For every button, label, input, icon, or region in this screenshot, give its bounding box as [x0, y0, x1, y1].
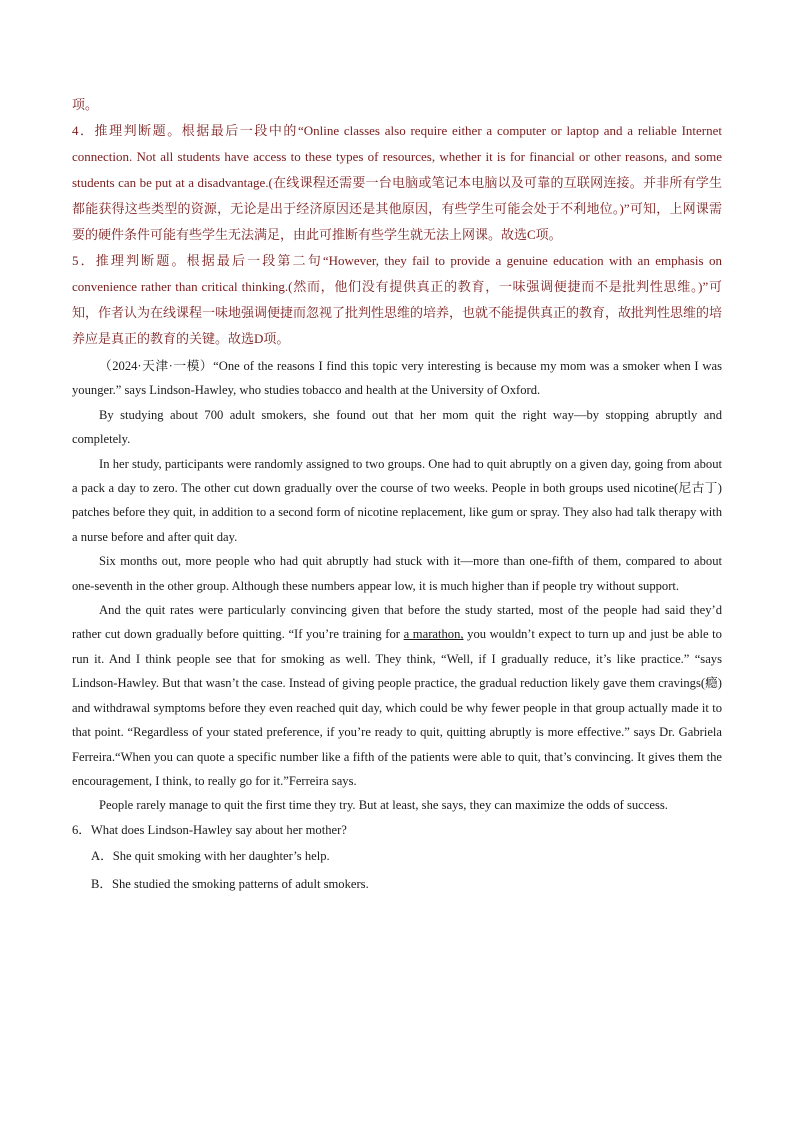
question-stem: 6．What does Lindson-Hawley say about her mother? — [72, 822, 347, 837]
passage-paragraph-6: People rarely manage to quit the first time they try. But at least, she says, they can maximize the odds of success. — [99, 798, 668, 813]
answer-fragment: 项。 — [72, 97, 99, 112]
passage-paragraph-2: By studying about 700 adult smokers, she found out that her mom quit the right way—by stopping abruptly and completely. — [72, 407, 722, 447]
answer-item-5: 5．推理判断题。根据最后一段第二句“However, they fail to provide a genuine education with an emphasis on convenience rather than critical thinking.(然而，他们没有提供真正的教育，一味强调便捷而不是批判性思维。)”可知，作者认为在线课程一味地强调便捷而忽视了批判性思维的培养，也就不能提供真正的教育，故批判性思维的培养应是真正的教育的关键。故选D项。 — [72, 253, 723, 346]
passage-paragraph-5 — [72, 598, 722, 793]
answer-item-4: 4．推理判断题。根据最后一段中的“Online classes also require either a computer or laptop and a reliable Internet connection. Not all students have access to these types of resources, whether it is for financial or other reasons, and some students can be put at a disadvantage.(在线课程还需要一台电脑或笔记本电脑以及可靠的互联网连接。并非所有学生都能获得这些类型的资源，无论是出于经济原因还是其他原因，有些学生可能会处于不利地位。)”可知，上网课需要的硬件条件可能有些学生无法满足，由此可推断有些学生就无法上网课。故选C项。 — [72, 123, 722, 242]
option-b[interactable]: B．She studied the smoking patterns of adult smokers. — [91, 877, 369, 892]
document-page — [72, 92, 722, 898]
p5-text-before: And the quit rates were particularly convincing given that before the study started, most of the people had said they’d rather cut down gradually before quitting. “If you’re training for — [72, 603, 722, 642]
underlined-phrase: a marathon, — [403, 627, 464, 642]
passage-paragraph-1: （2024·天津·一模）“One of the reasons I find this topic very interesting is because my mom was a smoker when I was younger.” says Lindson-Hawley, who studies tobacco and health at the University of Oxford. — [72, 359, 722, 398]
answer-explanations — [72, 92, 722, 352]
passage-paragraph-4: Six months out, more people who had quit abruptly had stuck with it—more than one-fifth of them, compared to about one-seventh in the other group. Although these numbers appear low, it is much higher than if people try without support. — [72, 554, 722, 593]
passage-paragraph-3: In her study, participants were randomly assigned to two groups. One had to quit abruptly on a given day, going from about a pack a day to zero. The other cut down gradually over the course of two weeks. People in both groups used nicotine(尼古丁) patches before they quit, in addition to a second form of nicotine replacement, like gum or spray. They also had talk therapy with a nurse before and after quit day. — [72, 456, 722, 544]
question-6 — [72, 818, 722, 898]
reading-passage — [72, 354, 722, 818]
option-a[interactable]: A．She quit smoking with her daughter’s help. — [91, 849, 330, 864]
p5-text-after: you wouldn’t expect to turn up and just be able to run it. And I think people see that for smoking as well. They think, “Well, if I gradually reduce, it’s like practice.” “says Lindson-Hawley. But that wasn’t the case. Instead of giving people practice, the gradual reduction likely gave them cravings(瘾) and withdrawal symptoms before they even reached quit day, which could be why fewer people in that group actually made it to that point. “Regardless of your stated preference, if you’re ready to quit, quitting abruptly is more effective.” says Dr. Gabriela Ferreira.“When you can quote a specific number like a fifth of the patients were able to quit, that’s convincing. It gives them the encouragement, I think, to really go for it.”Ferreira says. — [72, 627, 722, 788]
